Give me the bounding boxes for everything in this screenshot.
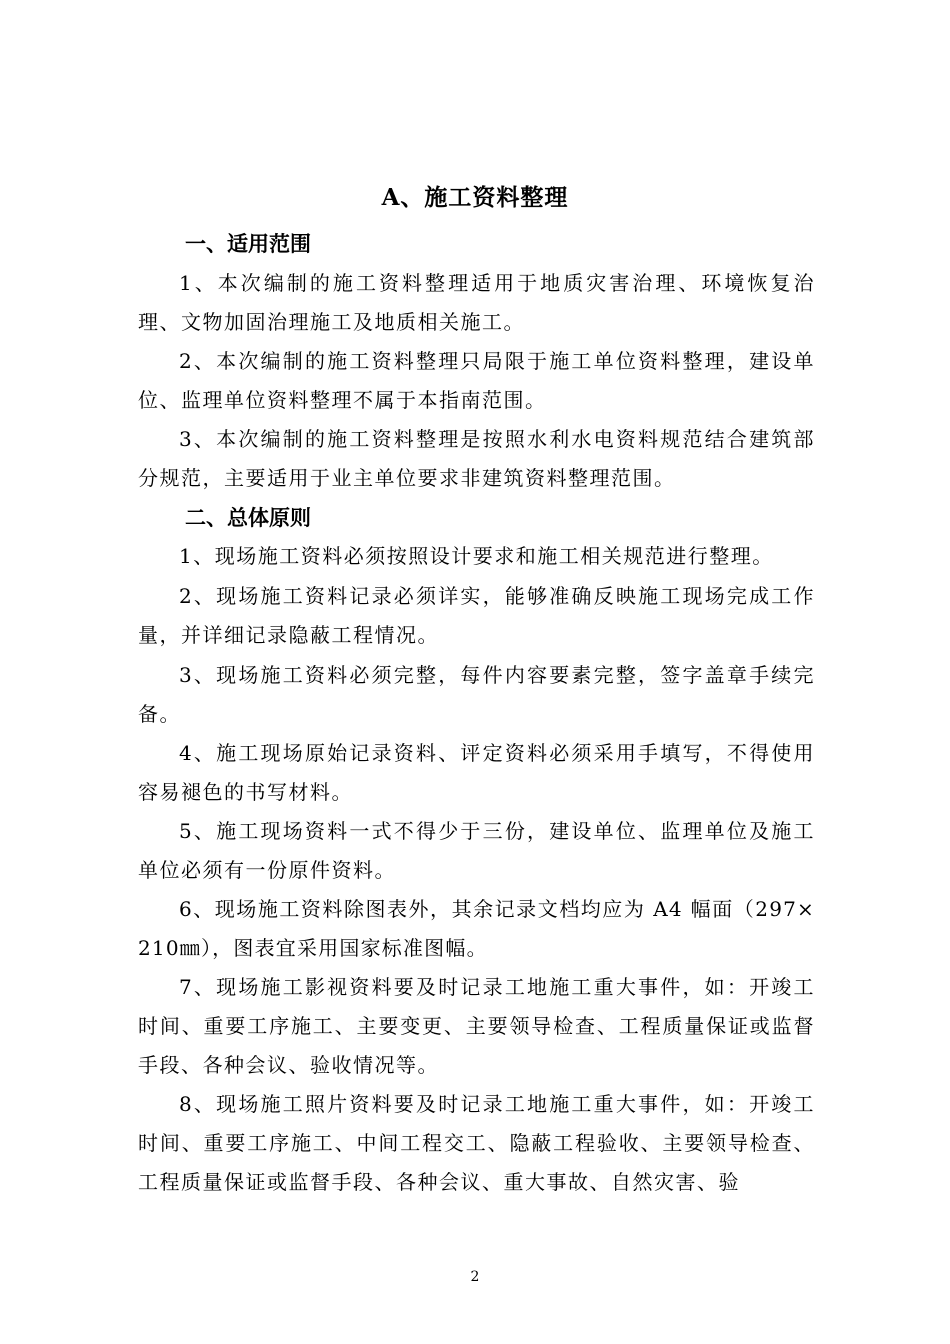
- document-title: A、施工资料整理: [381, 184, 569, 211]
- scope-paragraph-1: 1、本次编制的施工资料整理适用于地质灾害治理、环境恢复治理、文物加固治理施工及地质相关施工。: [138, 271, 815, 334]
- principle-paragraph-2: 2、现场施工资料记录必须详实，能够准确反映施工现场完成工作量，并详细记录隐蔽工程情况。: [138, 584, 815, 647]
- page-number: 2: [470, 1269, 480, 1285]
- section-heading-principles: 二、总体原则: [185, 505, 311, 530]
- principle-paragraph-5: 5、施工现场资料一式不得少于三份，建设单位、监理单位及施工单位必须有一份原件资料。: [138, 819, 815, 882]
- principle-paragraph-1: 1、现场施工资料必须按照设计要求和施工相关规范进行整理。: [179, 544, 774, 568]
- scope-paragraph-3: 3、本次编制的施工资料整理是按照水利水电资料规范结合建筑部分规范，主要适用于业主单位要求非建筑资料整理范围。: [138, 427, 815, 490]
- principle-paragraph-3: 3、现场施工资料必须完整，每件内容要素完整，签字盖章手续完备。: [138, 663, 815, 726]
- scope-paragraph-2: 2、本次编制的施工资料整理只局限于施工单位资料整理，建设单位、监理单位资料整理不属于本指南范围。: [138, 349, 815, 412]
- principle-paragraph-4: 4、施工现场原始记录资料、评定资料必须采用手填写，不得使用容易褪色的书写材料。: [138, 741, 815, 804]
- principle-paragraph-6: 6、现场施工资料除图表外，其余记录文档均应为 A4 幅面（297×210㎜），图表宜采用国家标准图幅。: [138, 897, 815, 960]
- principle-paragraph-7: 7、现场施工影视资料要及时记录工地施工重大事件，如：开竣工时间、重要工序施工、主要变更、主要领导检查、工程质量保证或监督手段、各种会议、验收情况等。: [138, 975, 815, 1077]
- principle-paragraph-8: 8、现场施工照片资料要及时记录工地施工重大事件，如：开竣工时间、重要工序施工、中间工程交工、隐蔽工程验收、主要领导检查、工程质量保证或监督手段、各种会议、重大事故、自然灾害、验: [138, 1092, 815, 1194]
- section-heading-scope: 一、适用范围: [185, 231, 311, 256]
